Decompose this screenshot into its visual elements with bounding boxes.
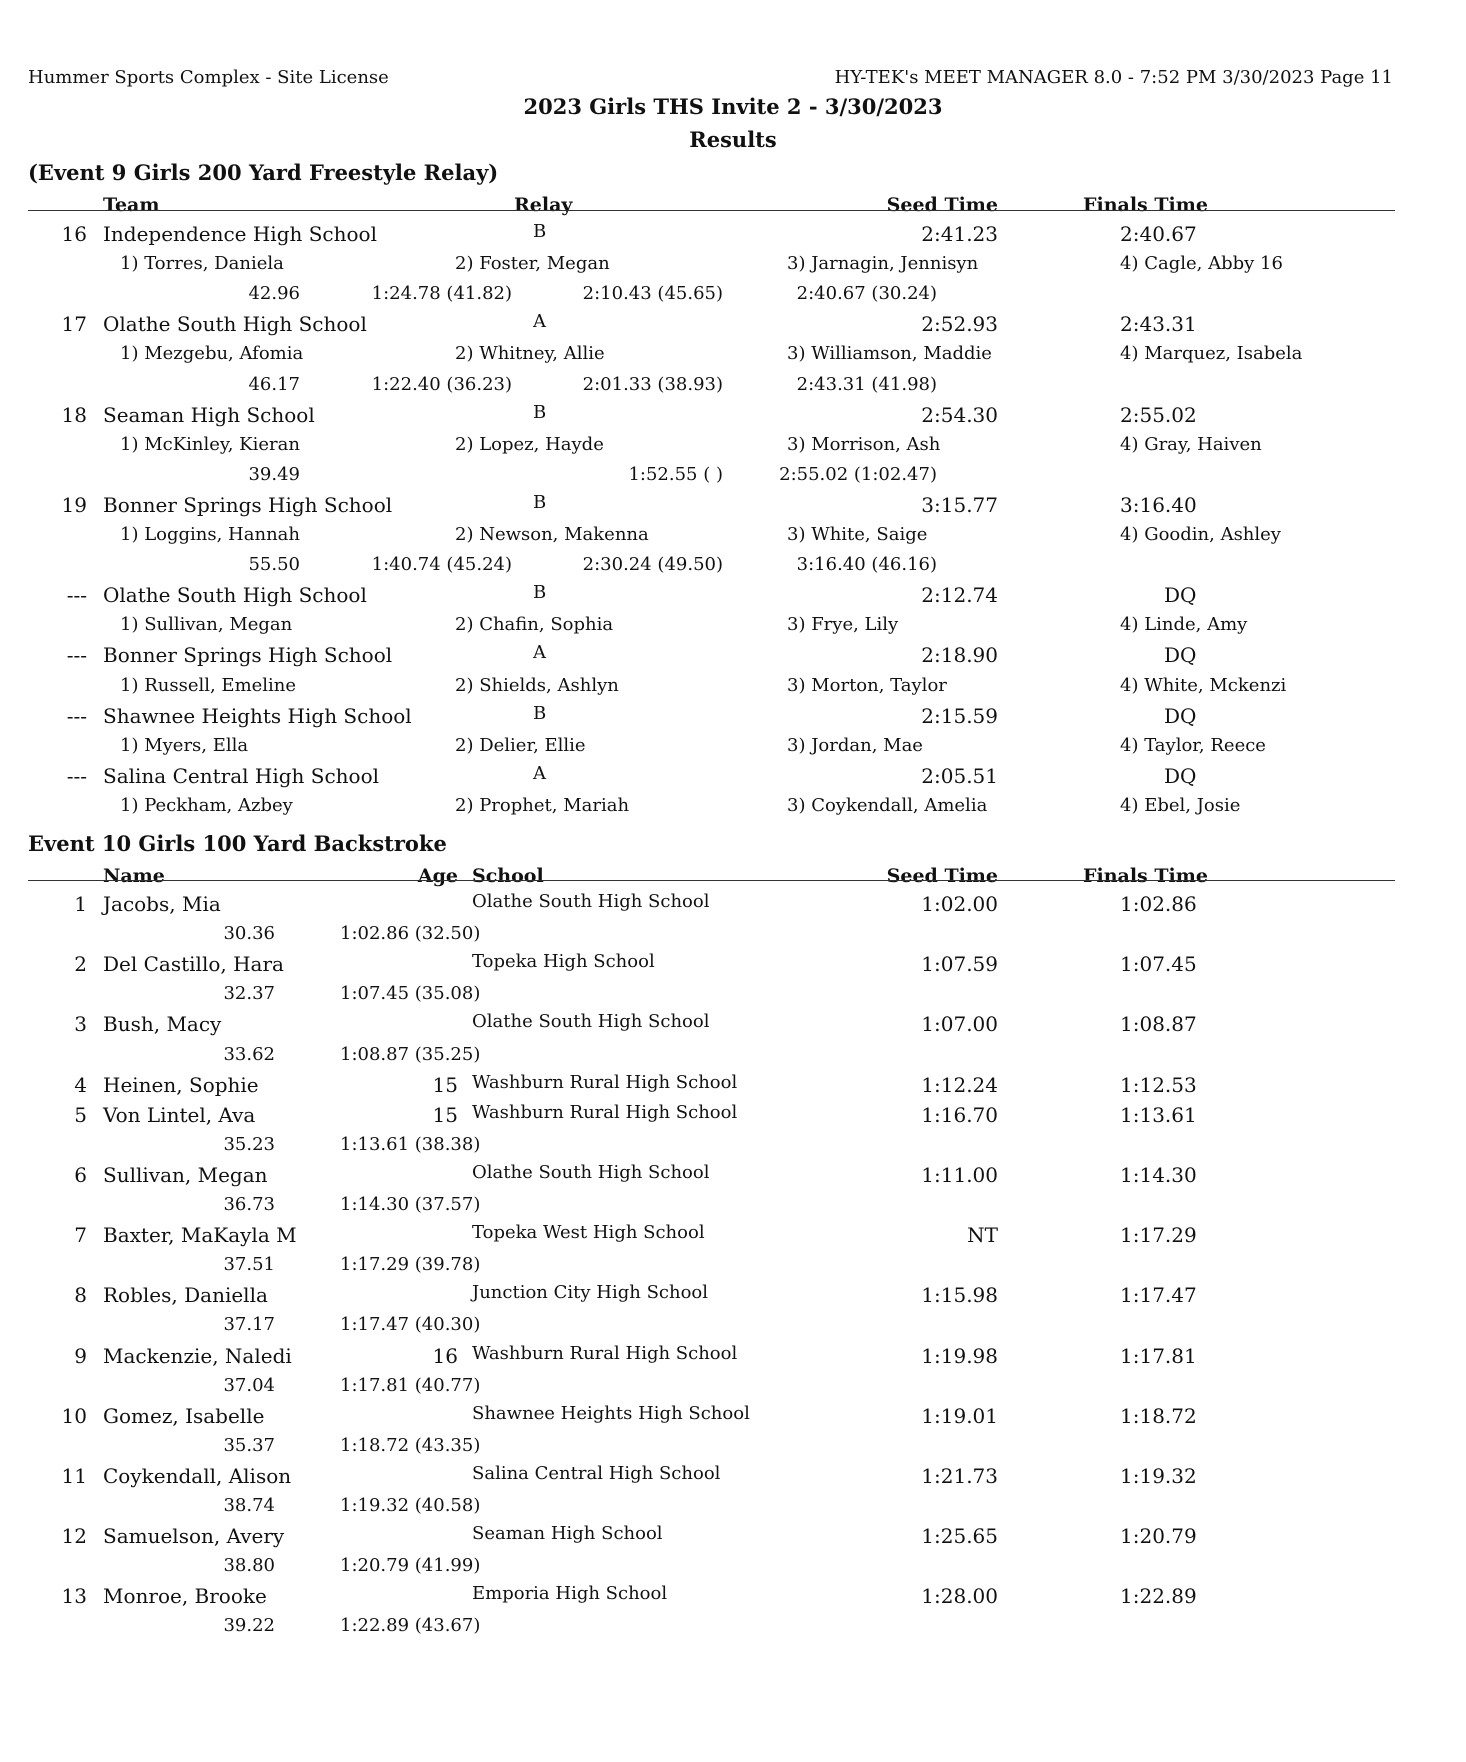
school: Washburn Rural High School: [472, 1101, 738, 1123]
relay-swimmer: 1) Myers, Ella: [120, 734, 249, 756]
finals-time: 1:08.87: [1120, 1012, 1197, 1037]
place: 6: [74, 1162, 87, 1187]
seed-time: 1:21.73: [921, 1463, 998, 1488]
split-time: 2:40.67 (30.24): [796, 283, 937, 305]
place: 18: [61, 402, 87, 427]
place: 2: [74, 952, 87, 977]
place: 16: [61, 222, 87, 246]
relay-letter: B: [533, 582, 547, 604]
relay-swimmer: 1) Russell, Emeline: [120, 674, 297, 696]
swimmer-name: Monroe, Brooke: [103, 1584, 267, 1609]
relay-swimmer: 3) Jarnagin, Jennisyn: [787, 253, 979, 275]
relay-swimmer: 4) White, Mckenzi: [1120, 674, 1287, 696]
relay-swimmer: 2) Newson, Makenna: [455, 524, 649, 545]
seed-time: 1:19.01: [921, 1403, 998, 1428]
swimmer-name: Baxter, MaKayla M: [103, 1223, 297, 1248]
split-time: 39.49: [248, 463, 300, 485]
split-time: 3:16.40 (46.16): [796, 554, 937, 576]
relay-swimmer: 1) Torres, Daniela: [120, 253, 284, 275]
relay-swimmer: 2) Shields, Ashlyn: [455, 674, 619, 696]
col-seed-time: Seed Time: [886, 194, 998, 216]
relay-swimmer: 4) Goodin, Ashley: [1120, 524, 1281, 545]
school: Olathe South High School: [472, 891, 710, 912]
seed-time: 2:54.30: [921, 402, 998, 427]
place: 19: [61, 492, 87, 517]
relay-swimmer: 2) Foster, Megan: [455, 253, 610, 275]
finals-time: 3:16.40: [1120, 492, 1197, 517]
split-time: 35.23: [223, 1133, 275, 1155]
swimmer-name: Bush, Macy: [103, 1012, 222, 1037]
split-time: 1:07.45 (35.08): [340, 983, 481, 1005]
split-time: 30.36: [223, 923, 275, 945]
software-timestamp-label: HY-TEK's MEET MANAGER 8.0 - 7:52 PM 3/30/2023 Page 11: [834, 67, 1393, 88]
col-age: Age: [417, 865, 458, 887]
place: 13: [61, 1584, 87, 1609]
school: Junction City High School: [472, 1282, 709, 1304]
seed-time: 1:02.00: [921, 892, 998, 916]
split-time: 46.17: [248, 373, 300, 395]
seed-time: 1:15.98: [921, 1283, 998, 1308]
relay-letter: B: [533, 702, 547, 724]
swimmer-name: Von Lintel, Ava: [103, 1102, 256, 1127]
place: 5: [74, 1102, 87, 1127]
relay-swimmer: 2) Whitney, Allie: [455, 343, 605, 365]
split-time: 35.37: [223, 1434, 275, 1456]
individual-header-rule: [28, 880, 1395, 881]
finals-time: 1:02.86: [1120, 892, 1197, 916]
relay-letter: A: [533, 642, 546, 664]
split-time: 1:17.29 (39.78): [340, 1254, 481, 1276]
split-time: 37.17: [223, 1314, 275, 1336]
school: Emporia High School: [472, 1583, 668, 1605]
seed-time: 2:18.90: [921, 643, 998, 668]
finals-time: DQ: [1164, 643, 1197, 668]
team-name: Olathe South High School: [103, 583, 367, 608]
relay-swimmer: 3) Williamson, Maddie: [787, 343, 992, 365]
relay-swimmer: 3) White, Saige: [787, 524, 928, 545]
school: Olathe South High School: [472, 1011, 710, 1033]
split-time: 32.37: [223, 983, 275, 1005]
swimmer-name: Heinen, Sophie: [103, 1072, 259, 1097]
age: 15: [432, 1102, 458, 1127]
finals-time: 1:20.79: [1120, 1524, 1197, 1549]
relay-swimmer: 4) Gray, Haiven: [1120, 433, 1262, 455]
place: 17: [61, 312, 87, 337]
results-title: Results: [689, 127, 777, 152]
school: Topeka High School: [472, 951, 655, 973]
school: Shawnee Heights High School: [472, 1402, 750, 1424]
split-time: 39.22: [223, 1615, 275, 1637]
relay-swimmer: 3) Morrison, Ash: [787, 433, 941, 455]
seed-time: 2:12.74: [921, 583, 998, 608]
site-license-label: Hummer Sports Complex - Site License: [28, 67, 389, 88]
split-time: 38.80: [223, 1555, 275, 1577]
seed-time: 1:28.00: [921, 1584, 998, 1609]
swimmer-name: Robles, Daniella: [103, 1283, 268, 1308]
finals-time: DQ: [1164, 763, 1197, 788]
individual-event-heading: Event 10 Girls 100 Yard Backstroke: [28, 831, 447, 856]
relay-swimmer: 1) Loggins, Hannah: [120, 524, 300, 545]
split-time: 1:18.72 (43.35): [340, 1434, 481, 1456]
team-name: Salina Central High School: [103, 763, 380, 788]
split-time: 2:43.31 (41.98): [796, 373, 937, 395]
relay-swimmer: 3) Morton, Taylor: [787, 674, 947, 696]
finals-time: 1:19.32: [1120, 1463, 1197, 1488]
swimmer-name: Del Castillo, Hara: [103, 952, 284, 977]
place: 10: [61, 1403, 87, 1428]
place: ---: [66, 703, 87, 728]
relay-header-rule: [28, 210, 1395, 211]
split-time: 42.96: [248, 283, 300, 305]
relay-letter: A: [533, 311, 546, 333]
team-name: Bonner Springs High School: [103, 643, 393, 668]
place: 7: [74, 1223, 87, 1248]
split-time: 36.73: [223, 1194, 275, 1215]
split-time: 1:19.32 (40.58): [340, 1495, 481, 1516]
split-time: 37.04: [223, 1374, 275, 1396]
col-name: Name: [103, 865, 165, 887]
relay-swimmer: 3) Jordan, Mae: [787, 734, 923, 756]
finals-time: 2:43.31: [1120, 312, 1197, 337]
team-name: Shawnee Heights High School: [103, 703, 412, 728]
relay-letter: B: [533, 491, 547, 513]
split-time: 1:08.87 (35.25): [340, 1043, 481, 1065]
split-time: 1:17.47 (40.30): [340, 1314, 481, 1336]
seed-time: 2:15.59: [921, 703, 998, 728]
split-time: 2:30.24 (49.50): [582, 554, 723, 576]
place: ---: [66, 583, 87, 608]
age: 15: [432, 1072, 458, 1097]
place: 8: [74, 1283, 87, 1308]
place: 4: [74, 1072, 87, 1097]
finals-time: 1:12.53: [1120, 1072, 1197, 1097]
split-time: 33.62: [223, 1043, 275, 1065]
seed-time: 2:05.51: [921, 763, 998, 788]
finals-time: 1:18.72: [1120, 1403, 1197, 1428]
split-time: 1:02.86 (32.50): [340, 923, 481, 945]
split-time: 1:13.61 (38.38): [340, 1133, 481, 1155]
finals-time: 1:22.89: [1120, 1584, 1197, 1609]
seed-time: 1:12.24: [921, 1072, 998, 1097]
place: 3: [74, 1012, 87, 1037]
col-finals-time: Finals Time: [1083, 194, 1208, 216]
place: 9: [74, 1343, 87, 1368]
split-time: 2:55.02 (1:02.47): [779, 463, 937, 485]
relay-letter: A: [533, 762, 546, 784]
swimmer-name: Gomez, Isabelle: [103, 1403, 265, 1428]
seed-time: 2:41.23: [921, 222, 998, 246]
finals-time: 1:07.45: [1120, 952, 1197, 977]
finals-time: DQ: [1164, 583, 1197, 608]
swimmer-name: Sullivan, Megan: [103, 1162, 268, 1187]
seed-time: 1:07.59: [921, 952, 998, 977]
place: ---: [66, 763, 87, 788]
swimmer-name: Mackenzie, Naledi: [103, 1343, 292, 1368]
split-time: 1:17.81 (40.77): [340, 1374, 481, 1396]
split-time: 2:01.33 (38.93): [582, 373, 723, 395]
col-team: Team: [103, 194, 160, 216]
place: 11: [61, 1463, 87, 1488]
meet-title: 2023 Girls THS Invite 2 - 3/30/2023: [523, 94, 943, 119]
finals-time: 1:14.30: [1120, 1162, 1197, 1187]
school: Olathe South High School: [472, 1161, 710, 1183]
team-name: Olathe South High School: [103, 312, 367, 337]
split-time: 1:14.30 (37.57): [340, 1194, 481, 1215]
school: Seaman High School: [472, 1523, 663, 1545]
finals-time: 1:17.29: [1120, 1223, 1197, 1248]
seed-time: 1:19.98: [921, 1343, 998, 1368]
relay-swimmer: 1) Peckham, Azbey: [120, 794, 293, 816]
relay-swimmer: 4) Cagle, Abby 16: [1120, 253, 1283, 275]
split-time: 2:10.43 (45.65): [582, 283, 723, 305]
seed-time: 1:16.70: [921, 1102, 998, 1127]
split-time: 37.51: [223, 1254, 275, 1276]
relay-swimmer: 4) Linde, Amy: [1120, 614, 1248, 636]
team-name: Seaman High School: [103, 402, 315, 427]
split-time: 1:24.78 (41.82): [371, 283, 512, 305]
split-time: 1:52.55 ( ): [628, 463, 723, 485]
relay-letter: B: [533, 221, 547, 242]
relay-swimmer: 2) Chafin, Sophia: [455, 614, 614, 636]
relay-swimmer: 4) Taylor, Reece: [1120, 734, 1266, 756]
team-name: Bonner Springs High School: [103, 492, 393, 517]
relay-swimmer: 4) Ebel, Josie: [1120, 794, 1241, 816]
relay-swimmer: 3) Coykendall, Amelia: [787, 794, 988, 816]
swimmer-name: Jacobs, Mia: [103, 892, 221, 916]
school: Salina Central High School: [472, 1462, 721, 1484]
relay-swimmer: 2) Prophet, Mariah: [455, 794, 630, 816]
relay-swimmer: 4) Marquez, Isabela: [1120, 343, 1303, 365]
swimmer-name: Coykendall, Alison: [103, 1463, 292, 1488]
split-time: 1:22.40 (36.23): [371, 373, 512, 395]
split-time: 1:22.89 (43.67): [340, 1615, 481, 1637]
relay-event-heading: (Event 9 Girls 200 Yard Freestyle Relay): [28, 160, 499, 185]
relay-swimmer: 1) McKinley, Kieran: [120, 433, 300, 455]
relay-swimmer: 2) Lopez, Hayde: [455, 433, 604, 455]
place: 1: [74, 892, 87, 916]
seed-time: 3:15.77: [921, 492, 998, 517]
relay-swimmer: 1) Mezgebu, Afomia: [120, 343, 304, 365]
place: ---: [66, 643, 87, 668]
col-finals-time-2: Finals Time: [1083, 865, 1208, 887]
finals-time: 1:13.61: [1120, 1102, 1197, 1127]
finals-time: 1:17.47: [1120, 1283, 1197, 1308]
relay-swimmer: 3) Frye, Lily: [787, 614, 899, 636]
finals-time: 2:55.02: [1120, 402, 1197, 427]
split-time: 1:20.79 (41.99): [340, 1555, 481, 1577]
age: 16: [432, 1343, 458, 1368]
relay-swimmer: 2) Delier, Ellie: [455, 734, 586, 756]
finals-time: DQ: [1164, 703, 1197, 728]
team-name: Independence High School: [103, 222, 377, 246]
seed-time: 1:25.65: [921, 1524, 998, 1549]
finals-time: 1:17.81: [1120, 1343, 1197, 1368]
school: Washburn Rural High School: [472, 1071, 738, 1093]
relay-letter: B: [533, 401, 547, 423]
col-relay: Relay: [514, 194, 573, 216]
relay-swimmer: 1) Sullivan, Megan: [120, 614, 293, 636]
split-time: 1:40.74 (45.24): [371, 554, 512, 576]
school: Washburn Rural High School: [472, 1342, 738, 1364]
swimmer-name: Samuelson, Avery: [103, 1524, 285, 1549]
seed-time: 1:11.00: [921, 1162, 998, 1187]
col-seed-time-2: Seed Time: [886, 865, 998, 887]
col-school: School: [472, 865, 544, 887]
split-time: 38.74: [223, 1495, 275, 1516]
seed-time: 1:07.00: [921, 1012, 998, 1037]
place: 12: [61, 1524, 87, 1549]
seed-time: 2:52.93: [921, 312, 998, 337]
school: Topeka West High School: [472, 1222, 705, 1244]
seed-time: NT: [967, 1223, 998, 1248]
finals-time: 2:40.67: [1120, 222, 1197, 246]
split-time: 55.50: [248, 554, 300, 576]
